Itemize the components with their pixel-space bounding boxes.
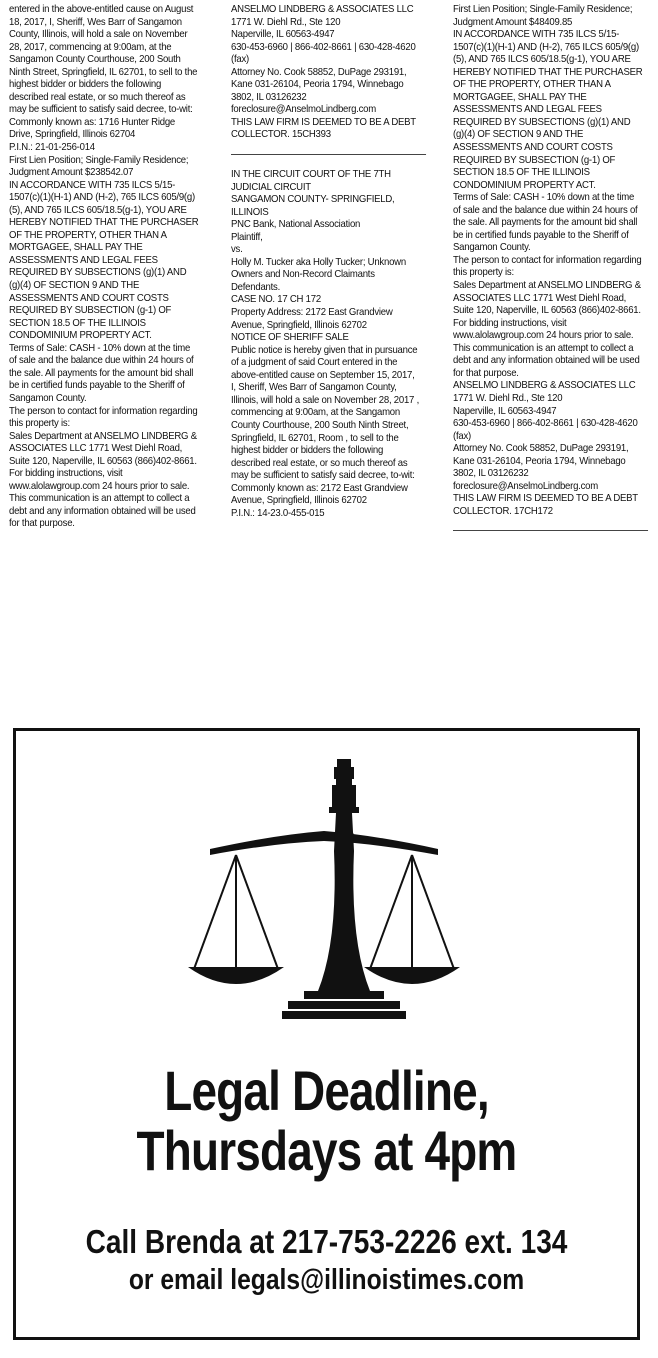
scales-of-justice-icon xyxy=(184,751,464,1021)
ad-headline xyxy=(72,1061,581,1181)
legal-notice-column-1 xyxy=(9,4,199,531)
headline-line-2: Thursdays at 4pm xyxy=(136,1119,517,1182)
contact-phone: Call Brenda at 217-753-2226 ext. 134 xyxy=(85,1223,568,1260)
legal-notice-column-3 xyxy=(453,4,643,545)
sheriff-sale-notice-17ch172: IN THE CIRCUIT COURT OF THE 7TH JUDICIAL CIRCUIT SANGAMON COUNTY- SPRINGFIELD, ILLINOIS PNC Bank, National Association Plaintiff, vs. Holly M. Tucker aka Holly Tucker; Unknown Owners and Non-Record Claimants Defendants. CASE NO. 17 CH 172 Property Address: 2172 East Grandview Avenue, Springfield, Illinois 62702 NOTICE OF SHERIFF SALE Public notice is hereby given that in pursuance of a judgment of said Court entered in the above-entitled cause on September 15, 2017, I, Sheriff, Wes Barr of Sangamon County, Illinois, will hold a sale on November 28, 2017 , commencing at 9:00am, at the Sangamon County Courthouse, 200 South Ninth Street, Springfield, IL 62701, Room , to sell to the highest bidder or bidders the following described real estate, or so much thereof as may be sufficient to satisfy said decree, to-wit: Commonly known as: 2172 East Grandview Avenue, Springfield, Illinois 62702 P.I.N.: 14-23.0-455-015 xyxy=(231,169,419,519)
legal-deadline-ad xyxy=(13,728,640,1340)
law-firm-signature-15ch393: ANSELMO LINDBERG & ASSOCIATES LLC 1771 W. Diehl Rd., Ste 120 Naperville, IL 60563-4947 630-453-6960 | 866-402-8661 | 630-428-4620 (fax) Attorney No. Cook 58852, DuPage 293191, Kane 031-26104, Peoria 1794, Winnebago 3802, IL 03126232 foreclosure@AnselmoLindberg.com THIS LAW FIRM IS DEEMED TO BE A DEBT COLLECTOR. 15CH393 xyxy=(231,4,416,141)
notice-divider xyxy=(231,154,426,155)
legal-notice-column-2 xyxy=(231,4,421,520)
sheriff-sale-notice-continued: entered in the above-entitled cause on August 18, 2017, I, Sheriff, Wes Barr of Sangamon County, Illinois, will hold a sale on November 28, 2017, commencing at 9:00am, at the Sangamon County Courthouse, 200 South Ninth Street, Springfield, IL 62701, to sell to the highest bidder or bidders the following described real estate, or so much thereof as may be sufficient to satisfy said decree, to-wit: Commonly known as: 1716 Hunter Ridge Drive, Springfield, Illinois 62704 P.I.N.: 21-01-256-014 First Lien Position; Single-Family Residence; Judgment Amount $238542.07 IN ACCORDANCE WITH 735 ILCS 5/15-1507(c)(1)(H-1) AND (H-2), 765 ILCS 605/9(g)(5), AND 765 ILCS 605/18.5(g-1), YOU ARE HEREBY NOTIFIED THAT THE PURCHASER OF THE PROPERTY, OTHER THAN A MORTGAGEE, SHALL PAY THE ASSESSMENTS AND LEGAL FEES REQUIRED BY SUBSECTIONS (g)(1) AND (g)(4) OF SECTION 9 AND THE ASSESSMENTS AND COURT COSTS REQUIRED BY SUBSECTION (g-1) OF SECTION 18.5 OF THE ILLINOIS CONDOMINIUM PROPERTY ACT. Terms of Sale: CASH - 10% down at the time of sale and the balance due within 24 hours of the sale. All payments for the amount bid shall be in certified funds payable to the Sheriff of Sangamon County. The person to contact for information regarding this property is: Sales Department at ANSELMO LINDBERG & ASSOCIATES LLC 1771 West Diehl Road, Suite 120, Naperville, IL 60563 (866)402-8661. For bidding instructions, visit www.alolawgroup.com 24 hours prior to sale. This communication is an attempt to collect a debt and any information obtained will be used for that purpose. xyxy=(9,4,199,530)
contact-email: or email legals@illinoistimes.com xyxy=(128,1264,525,1296)
sheriff-sale-notice-17ch172-continued: First Lien Position; Single-Family Residence; Judgment Amount $48409.85 IN ACCORDANCE WITH 735 ILCS 5/15-1507(c)(1)(H-1) AND (H-2), 765 ILCS 605/9(g)(5), AND 765 ILCS 605/18.5(g-1), YOU ARE HEREBY NOTIFIED THAT THE PURCHASER OF THE PROPERTY, OTHER THAN A MORTGAGEE, SHALL PAY THE ASSESSMENTS AND LEGAL FEES REQUIRED BY SUBSECTIONS (g)(1) AND (g)(4) OF SECTION 9 AND THE ASSESSMENTS AND COURT COSTS REQUIRED BY SUBSECTION (g-1) OF SECTION 18.5 OF THE ILLINOIS CONDOMINIUM PROPERTY ACT. Terms of Sale: CASH - 10% down at the time of sale and the balance due within 24 hours of the sale. All payments for the amount bid shall be in certified funds payable to the Sheriff of Sangamon County. The person to contact for information regarding this property is: Sales Department at ANSELMO LINDBERG & ASSOCIATES LLC 1771 West Diehl Road, Suite 120, Naperville, IL 60563 (866)402-8661. For bidding instructions, visit www.alolawgroup.com 24 hours prior to sale. This communication is an attempt to collect a debt and any information obtained will be used for that purpose. ANSELMO LINDBERG & ASSOCIATES LLC 1771 W. Diehl Rd., Ste 120 Naperville, IL 60563-4947 630-453-6960 | 866-402-8661 | 630-428-4620 (fax) Attorney No. Cook 58852, DuPage 293191, Kane 031-26104, Peoria 1794, Winnebago 3802, IL 03126232 foreclosure@AnselmoLindberg.com THIS LAW FIRM IS DEEMED TO BE A DEBT COLLECTOR. 17CH172 xyxy=(453,4,643,517)
headline-line-1: Legal Deadline, xyxy=(164,1059,489,1122)
notice-divider-end xyxy=(453,530,648,531)
